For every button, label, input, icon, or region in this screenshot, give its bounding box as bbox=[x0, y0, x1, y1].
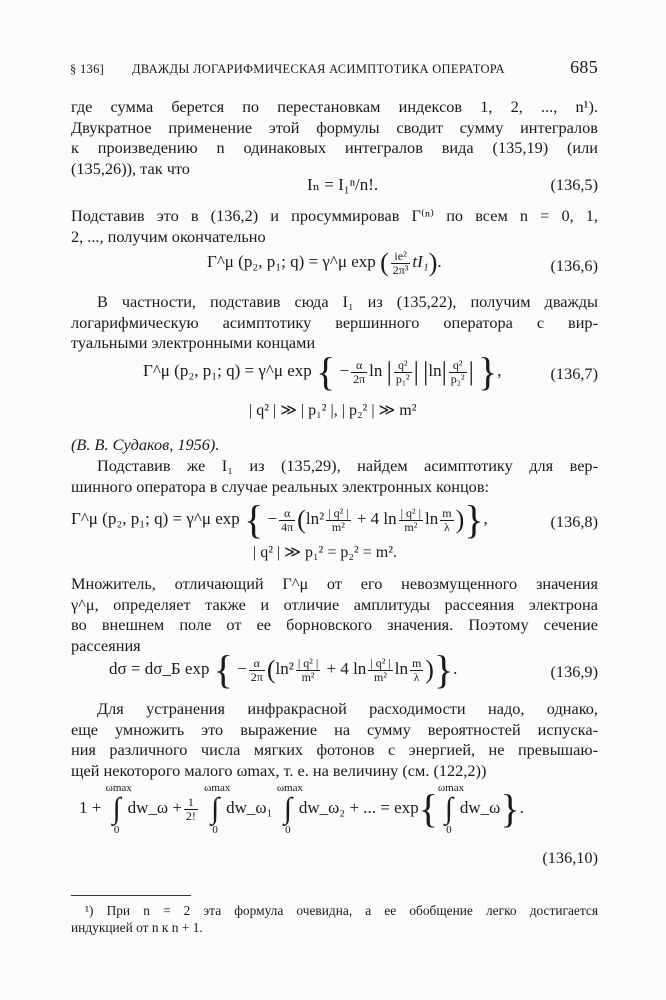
equation-lhs: Γ^μ (p₂, p₁; q) = γ^μ exp bbox=[71, 508, 240, 528]
equation-136-5 bbox=[71, 175, 598, 199]
equation-number: (136,6) bbox=[550, 256, 598, 275]
equation-lhs: Γ^μ (p₂, p₁; q) = γ^μ exp bbox=[143, 360, 312, 380]
equation-number: (136,8) bbox=[550, 512, 598, 531]
footnote-line: индукцией от n к n + 1. bbox=[71, 920, 203, 935]
equation-number: (136,7) bbox=[550, 364, 598, 383]
brace-close: } bbox=[478, 349, 498, 394]
text-line: шинного оператора в случае реальных электронных концов: bbox=[71, 476, 490, 496]
paragraph-6 bbox=[71, 699, 598, 781]
equation-body: 1 + ωmax ∫ 0dw_ω + $\frac{1}{2!}$ ωmax ∫ 0dw_ω₁ ωmax ∫ 0dw_ω₂ + ... = exp{ωmax ∫ 0dw_ω}. bbox=[79, 782, 524, 836]
text-line: где сумма берется по перестановкам индексов 1, 2, ..., n¹). bbox=[71, 97, 598, 116]
integral-sign: ωmax ∫ 0 bbox=[105, 782, 132, 836]
text-line: еще умножить это выражение на сумму вероятностей испуска- bbox=[71, 719, 598, 739]
fraction: $\frac{\text{q²}}{\text{p₂²}}$ bbox=[450, 357, 465, 386]
equation-136-10 bbox=[71, 782, 598, 878]
text-line: туальными электронными концами bbox=[71, 333, 316, 352]
page-number: 685 bbox=[570, 57, 598, 77]
running-header bbox=[70, 58, 598, 80]
text-line: Подставив же I₁ из (135,29), найдем асимптотику для вер- bbox=[97, 456, 598, 475]
equation-lhs: dσ = dσ_Б exp bbox=[109, 658, 210, 678]
equation-body: Γ^μ (p₂, p₁; q) = γ^μ exp { − $\frac{\alpha}{4\pi}$ (ln² $\frac{\text{| q² |}}{\text{m²}}$ + 4 ln $\frac{\text{| q² |}}{\text{m²}}$ ln $\frac{m}{\lambda}$ )}, bbox=[71, 497, 488, 542]
paragraph-4 bbox=[71, 456, 598, 497]
paragraph-2 bbox=[71, 206, 598, 247]
text-line: Множитель, отличающий Γ^μ от его невозмущенного значения bbox=[71, 574, 598, 593]
footnote-line: ¹) При n = 2 эта формула очевидна, а ее обобщение легко достигается bbox=[85, 903, 598, 918]
paren-close: ) bbox=[428, 248, 438, 277]
text-line: к произведению n одинаковых интегралов вида (135,19) (или bbox=[71, 138, 598, 157]
fraction: $\frac{\alpha}{2\pi}$ bbox=[353, 357, 366, 386]
equation-136-8 bbox=[71, 497, 598, 570]
footnote bbox=[71, 902, 598, 936]
text-line: Для устранения инфракрасной расходимости надо, однако, bbox=[97, 699, 598, 718]
integral-sign: ωmax ∫ 0 bbox=[276, 782, 303, 836]
text-line: Двукратное применение этой формулы сводит сумму интегралов bbox=[71, 117, 598, 137]
text-line: Подставив это в (136,2) и просуммировав Γ⁽ⁿ⁾ по всем n = 0, 1, bbox=[71, 206, 598, 225]
paragraph-3 bbox=[71, 292, 598, 354]
text-line: 2, ..., получим окончательно bbox=[71, 226, 266, 246]
paragraph-5 bbox=[71, 574, 598, 656]
equation-body: dσ = dσ_Б exp { − $\frac{\alpha}{2\pi}$ (ln² $\frac{\text{| q² |}}{\text{m²}}$ + 4 ln $\frac{\text{| q² |}}{\text{m²}}$ ln $\frac{m}{\lambda}$ )}. bbox=[109, 647, 458, 692]
text-line: логарифмическую асимптотику вершинного оператора с вир- bbox=[71, 312, 598, 332]
equation-condition: | q² | ≫ | p₁² |, | p₂² | ≫ m² bbox=[249, 402, 417, 419]
equation-body: Iₙ = I₁ⁿ/n!. bbox=[307, 175, 379, 194]
text-line: γ^μ, определяет также и отличие амплитуды рассеяния электрона bbox=[71, 594, 598, 614]
fraction: $\frac{\text{q²}}{\text{p₁²}}$ bbox=[395, 357, 410, 386]
equation-136-6 bbox=[71, 244, 598, 280]
equation-tail: tI₁ bbox=[412, 251, 429, 271]
equation-body: Γ^μ (p₂, p₁; q) = γ^μ exp ( $\frac{\text{ie²}}{\text{2π³}}$ tI₁). bbox=[207, 248, 442, 277]
equation-136-7 bbox=[71, 349, 598, 422]
equation-number: (136,5) bbox=[550, 175, 598, 194]
equation-136-9 bbox=[71, 647, 598, 692]
text-line: рассеяния bbox=[71, 635, 141, 655]
footnote-rule bbox=[71, 895, 191, 896]
equation-lhs: Γ^μ (p₂, p₁; q) = γ^μ exp bbox=[207, 251, 376, 271]
text-line: В частности, подставив сюда I₁ из (135,22), получим дважды bbox=[97, 292, 598, 311]
citation bbox=[71, 435, 598, 456]
section-number: § 136] bbox=[70, 62, 105, 76]
integral-sign: ωmax ∫ 0 bbox=[437, 782, 465, 836]
text-line: во внешнем поле от ее борновского значения. Поэтому сечение bbox=[71, 615, 598, 634]
running-title: ДВАЖДЫ ЛОГАРИФМИЧЕСКАЯ АСИМПТОТИКА ОПЕРАТОРА bbox=[132, 62, 505, 76]
equation-number: (136,10) bbox=[542, 848, 598, 867]
text-line: ния различного числа мягких фотонов с энергией, не превышаю- bbox=[71, 740, 598, 759]
brace-open: { bbox=[316, 349, 336, 394]
fraction bbox=[391, 250, 411, 277]
text-line: щей некоторого малого ωmax, т. е. на величину (см. (122,2)) bbox=[71, 760, 487, 780]
fraction-denominator: 2π³ bbox=[392, 262, 409, 277]
text-line: (135,26)), так что bbox=[71, 158, 190, 178]
paragraph-1 bbox=[71, 97, 598, 179]
equation-body: Γ^μ (p₂, p₁; q) = γ^μ exp { − $\frac{\alpha}{2\pi}$ ln | $\frac{\text{q²}}{\text{p₁²}}$ | |ln| $\frac{\text{q²}}{\text{p₂²}}$ | }, bbox=[143, 349, 502, 394]
paren-open: ( bbox=[380, 248, 389, 277]
citation-text: (В. В. Судаков, 1956). bbox=[71, 435, 220, 454]
equation-number: (136,9) bbox=[550, 662, 598, 681]
integral-sign: ωmax ∫ 0 bbox=[204, 782, 231, 836]
equation-condition: | q² | ≫ p₁² = p₂² = m². bbox=[253, 544, 397, 561]
fraction-numerator: ie² bbox=[391, 250, 411, 264]
